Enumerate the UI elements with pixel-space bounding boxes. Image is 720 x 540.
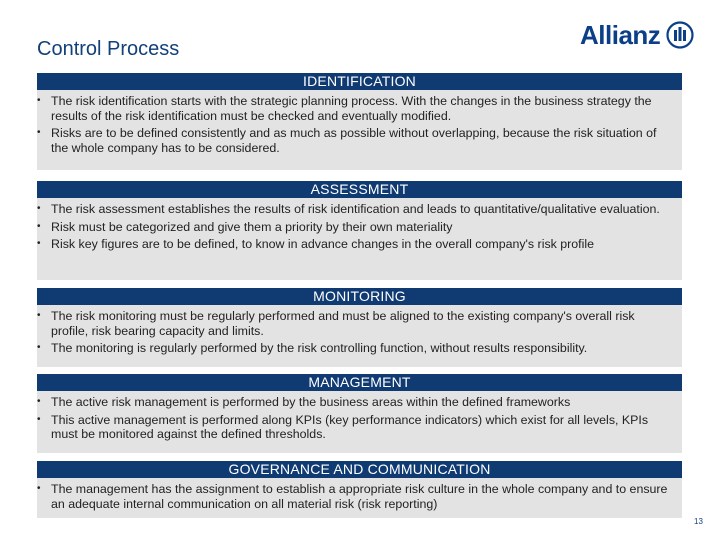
logo-wordmark: Allianz xyxy=(580,19,661,50)
list-item: • The active risk management is performed by the business areas within the defined frameworks xyxy=(37,395,571,409)
section-body-governance xyxy=(37,478,682,518)
list-item: • The risk monitoring must be regularly performed and must be aligned to the existing company's overall risk profile, risk bearing capacity and limits. xyxy=(37,309,635,338)
list-item: • Risks are to be defined consistently and as much as possible without overlapping, because the risk situation of the whole company has to be considered. xyxy=(37,126,657,155)
list-item: • The monitoring is regularly performed by the risk controlling function, without results responsibility. xyxy=(37,341,588,355)
section-heading-governance: GOVERNANCE AND COMMUNICATION xyxy=(37,461,682,478)
bullet-icon: • xyxy=(37,220,41,232)
bullet-icon: • xyxy=(37,238,41,249)
list-item: • The risk identification starts with the strategic planning process. With the changes in the business strategy the results of the risk identification must be checked and eventually modified. xyxy=(37,94,652,123)
list-item: • The management has the assignment to establish a appropriate risk culture in the whole company and to ensure an adequate internal communication on all material risk (risk reporting) xyxy=(37,482,668,511)
bullet-icon: • xyxy=(37,413,41,425)
bullet-icon: • xyxy=(37,483,41,494)
list-item: • This active management is performed along KPIs (key performance indicators) which exist for all levels, KPIs must be monitored against the defined thresholds. xyxy=(37,412,649,441)
list-item: • Risk key figures are to be defined, to know in advance changes in the overall company's risk profile xyxy=(37,237,595,251)
bullet-icon: • xyxy=(37,310,41,321)
section-heading-management: MANAGEMENT xyxy=(37,374,682,391)
page-number: 13 xyxy=(694,517,703,526)
section-body-management xyxy=(37,391,682,453)
bullet-icon: • xyxy=(37,127,41,138)
bullet-icon: • xyxy=(37,342,41,353)
list-item: • The risk assessment establishes the results of risk identification and leads to quantitative/qualitative evaluation. xyxy=(37,202,660,216)
section-heading-monitoring: MONITORING xyxy=(37,288,682,305)
bullet-icon: • xyxy=(37,95,41,106)
section-body-assessment xyxy=(37,198,682,280)
allianz-eagle-icon xyxy=(666,21,694,49)
allianz-logo xyxy=(580,20,694,50)
bullet-icon: • xyxy=(37,396,41,407)
section-heading-assessment: ASSESSMENT xyxy=(37,181,682,198)
page-title: Control Process xyxy=(37,38,180,60)
list-item: • Risk must be categorized and give them a priority by their own materiality xyxy=(37,219,453,234)
section-body-monitoring xyxy=(37,305,682,367)
section-heading-identification: IDENTIFICATION xyxy=(37,73,682,90)
section-body-identification xyxy=(37,90,682,170)
bullet-icon: • xyxy=(37,203,41,214)
